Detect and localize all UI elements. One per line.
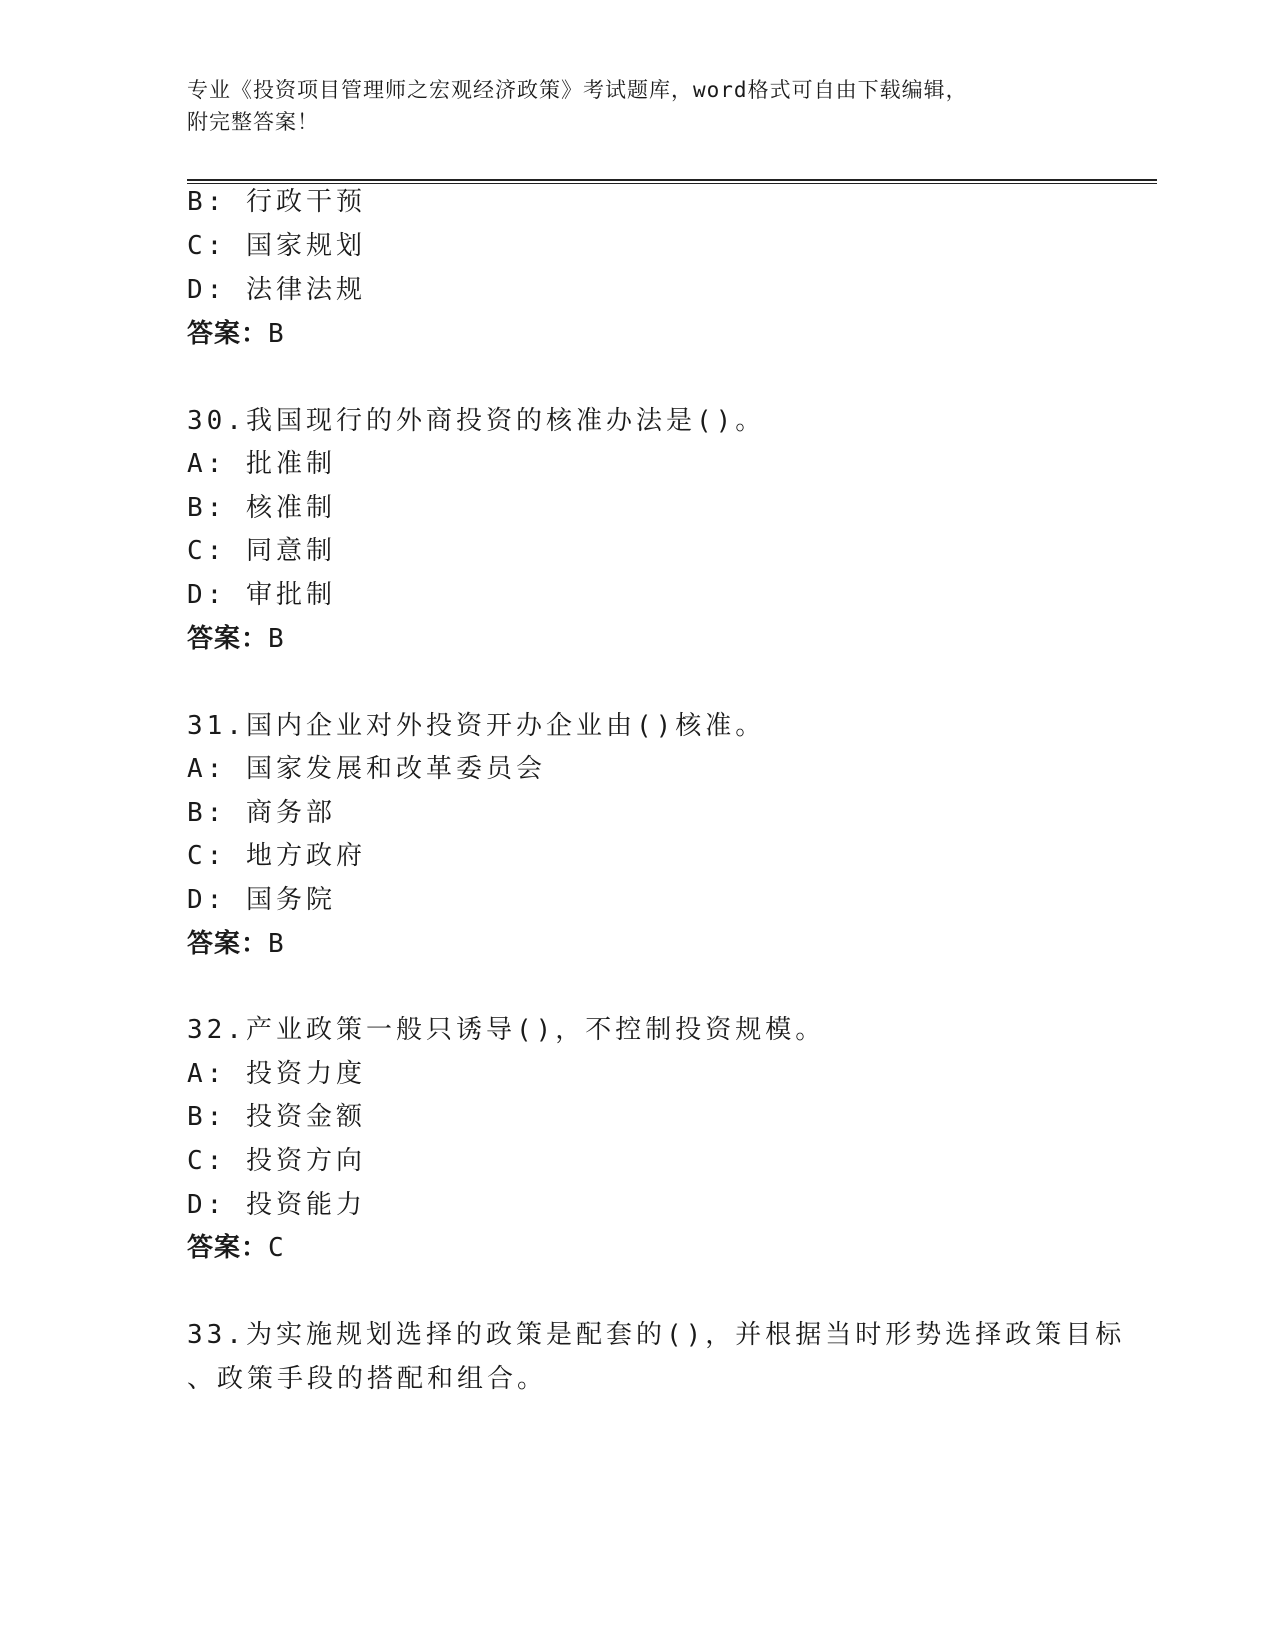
prev-answer: [187, 318, 285, 350]
q33-stem-line-1: 33.为实施规划选择的政策是配套的()，并根据当时形势选择政策目标: [187, 1320, 1126, 1350]
answer-label: 答案：: [187, 929, 269, 959]
q31-answer: [187, 928, 285, 960]
q31-option-b: B: 商务部: [187, 798, 336, 828]
header-line-1: 专业《投资项目管理师之宏观经济政策》考试题库，word格式可自由下载编辑，: [187, 78, 968, 102]
answer-value: C: [268, 1233, 285, 1263]
q33-stem-line-2: 、政策手段的搭配和组合。: [187, 1364, 548, 1394]
answer-label: 答案：: [187, 1233, 269, 1263]
prev-option-c: C: 国家规划: [187, 231, 366, 261]
q32-answer: [187, 1232, 285, 1264]
q32-option-a: A: 投资力度: [187, 1059, 366, 1089]
answer-value: B: [268, 624, 285, 654]
q30-stem: 30.我国现行的外商投资的核准办法是()。: [187, 406, 766, 436]
document-header: [187, 74, 1067, 138]
q31-stem: 31.国内企业对外投资开办企业由()核准。: [187, 711, 766, 741]
prev-option-b: B: 行政干预: [187, 187, 366, 217]
q31-option-a: A: 国家发展和改革委员会: [187, 754, 546, 784]
q32-option-b: B: 投资金额: [187, 1102, 366, 1132]
header-line-2: 附完整答案！: [187, 110, 319, 134]
q30-option-b: B: 核准制: [187, 493, 336, 523]
q32-option-c: C: 投资方向: [187, 1146, 366, 1176]
q30-option-d: D: 审批制: [187, 580, 336, 610]
q30-answer: [187, 623, 285, 655]
q31-option-c: C: 地方政府: [187, 841, 366, 871]
header-divider: [187, 179, 1157, 184]
q32-stem: 32.产业政策一般只诱导()，不控制投资规模。: [187, 1015, 826, 1045]
document-page: [187, 0, 1157, 1650]
answer-value: B: [268, 319, 285, 349]
prev-option-d: D: 法律法规: [187, 275, 366, 305]
q32-option-d: D: 投资能力: [187, 1190, 366, 1220]
answer-label: 答案：: [187, 624, 269, 654]
q30-option-c: C: 同意制: [187, 536, 336, 566]
answer-value: B: [268, 929, 285, 959]
q30-option-a: A: 批准制: [187, 449, 336, 479]
q31-option-d: D: 国务院: [187, 885, 336, 915]
answer-label: 答案：: [187, 319, 269, 349]
